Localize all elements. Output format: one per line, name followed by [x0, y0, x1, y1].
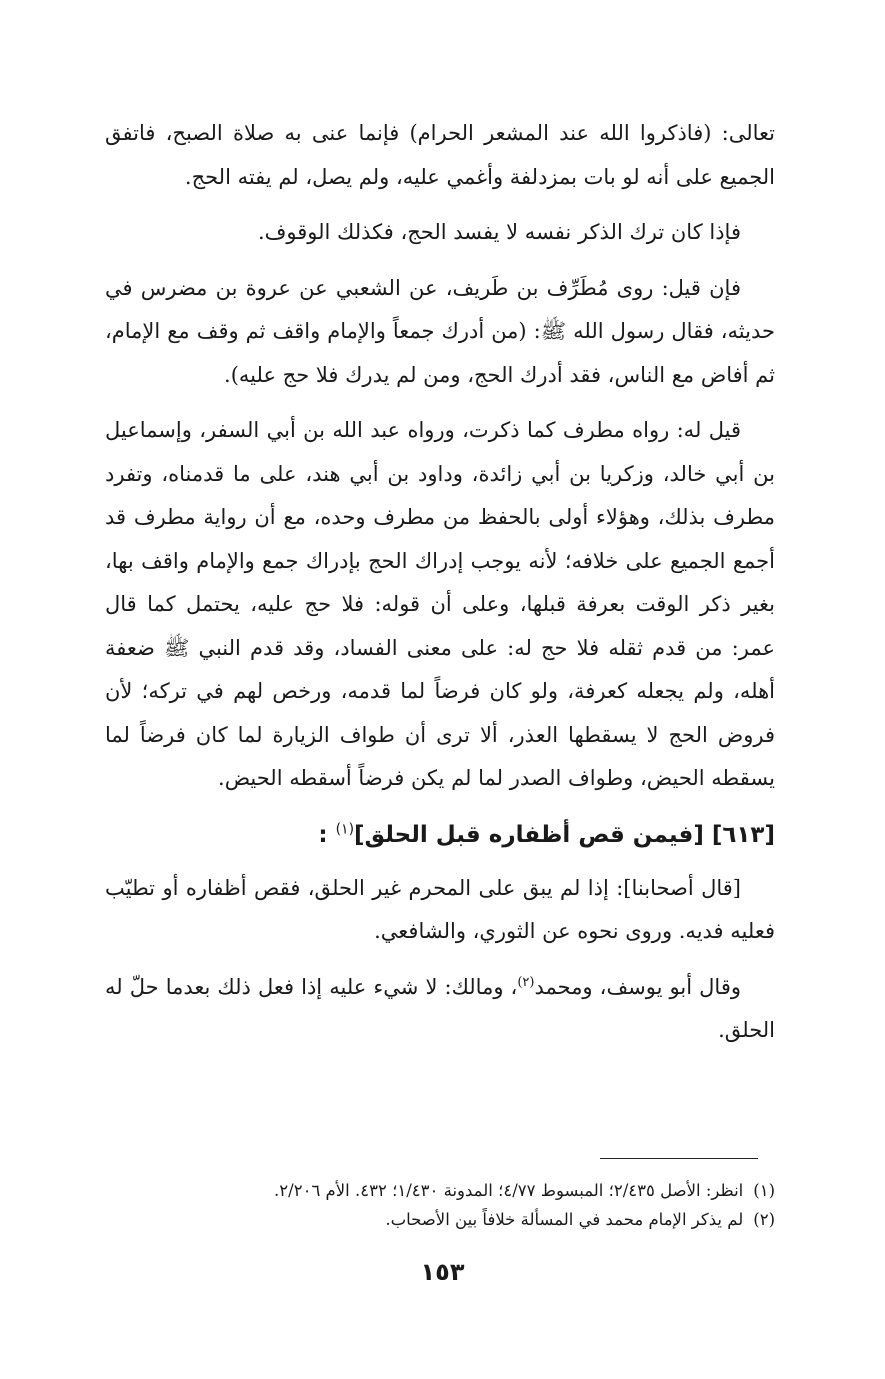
paragraph-3: فإن قيل: روى مُطَرِّف بن طَريف، عن الشعبي عن عروة بن مضرس في حديثه، فقال رسول الله ﷺ: (من أدرك جمعاً والإمام واقف ثم وقف مع الإمام، ثم أفاض مع الناس، فقد أدرك الحج، ومن لم يدرك فلا حج عليه).	[105, 275, 775, 387]
paragraph-5: [قال أصحابنا]: إذا لم يبق على المحرم غير الحلق، فقص أظفاره أو تطيّب فعليه فديه. وروى نحوه عن الثوري، والشافعي.	[105, 875, 775, 943]
section-heading-colon: :	[318, 821, 328, 848]
footnotes	[105, 1176, 775, 1234]
section-heading-text: [٦١٣] [فيمن قص أظفاره قبل الحلق]	[354, 821, 775, 848]
page-body	[105, 112, 775, 1065]
footnote-ref-2: (٢)	[517, 974, 535, 990]
footnote-2	[105, 1205, 775, 1234]
footnote-2-number: (٢)	[753, 1210, 775, 1229]
footnote-2-text: لم يذكر الإمام محمد في المسألة خلافاً بين الأصحاب.	[385, 1210, 744, 1229]
paragraph-6-start: وقال أبو يوسف، ومحمد	[534, 974, 741, 999]
section-heading	[105, 813, 775, 857]
page-number: ١٥٣	[420, 1258, 465, 1286]
footnote-1-number: (١)	[753, 1181, 775, 1200]
footnote-1	[105, 1176, 775, 1205]
paragraph-6	[105, 966, 775, 1053]
footnote-divider	[600, 1158, 758, 1159]
paragraph-6-end: ، ومالك: لا شيء عليه إذا فعل ذلك بعدما حلّ له الحلق.	[105, 974, 775, 1042]
paragraph-2: فإذا كان ترك الذكر نفسه لا يفسد الحج، فكذلك الوقوف.	[257, 220, 741, 244]
paragraph-1: تعالى: (فاذكروا الله عند المشعر الحرام) فإنما عنى به صلاة الصبح، فاتفق الجميع على أنه لو بات بمزدلفة وأغمي عليه، ولم يصل، لم يفته الحج.	[105, 121, 775, 189]
footnote-1-text: انظر: الأصل ٢/٤٣٥؛ المبسوط ٤/٧٧؛ المدونة ١/٤٣٠؛ ٤٣٢. الأم ٢/٢٠٦.	[274, 1181, 744, 1200]
footnote-ref-1: (١)	[335, 820, 355, 837]
paragraph-4: قيل له: رواه مطرف كما ذكرت، ورواه عبد الله بن أبي السفر، وإسماعيل بن أبي خالد، وزكريا بن أبي زائدة، وداود بن أبي هند، على ما قدمناه، وتفرد مطرف بذلك، وهؤلاء أولى بالحفظ من مطرف وحده، مع أن رواية مطرف قد أجمع الجميع على خلافه؛ لأنه يوجب إدراك الحج بإدراك جمع والإمام واقف بها، بغير ذكر الوقت بعرفة قبلها، وعلى أن قوله: فلا حج عليه، يحتمل كما قال عمر: من قدم ثقله فلا حج له: على معنى الفساد، وقد قدم النبي ﷺ ضعفة أهله، ولم يجعله كعرفة، ولو كان فرضاً لما قدمه، ورخص لهم في تركه؛ لأن فروض الحج لا يسقطها العذر، ألا ترى أن طواف الزيارة لما كان فرضاً لما يسقطه الحيض، وطواف الصدر لما لم يكن فرضاً أسقطه الحيض.	[105, 418, 775, 790]
